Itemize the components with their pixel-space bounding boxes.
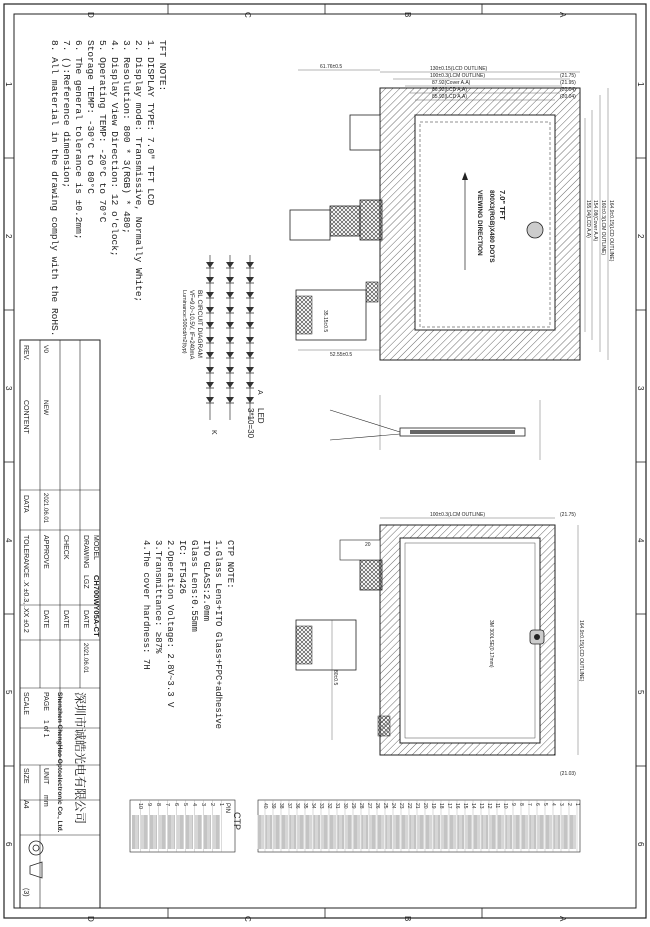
scale-label: SCALE	[22, 692, 29, 715]
led-diode-icon	[246, 382, 254, 388]
ctp-fpc	[340, 540, 380, 560]
data-value: 2021.06.01	[42, 493, 48, 524]
led-diode-icon	[226, 292, 234, 298]
approve-date-label: DATE	[42, 610, 49, 629]
tft-pin-number: 18	[438, 803, 444, 809]
ctp-note-line: 4.The cover hardness: 7H	[141, 540, 151, 670]
ctp-pin-desc-redacted	[132, 815, 139, 849]
tft-pin-desc-redacted	[362, 815, 369, 849]
ctp-ref-label: (21.75)	[560, 512, 576, 518]
led-circuit-diagram	[181, 255, 265, 439]
tolerance-value: .X ±0.3, .XX ±0.2	[22, 580, 29, 633]
tft-pin-number: 6	[534, 803, 540, 806]
led-diode-icon	[226, 322, 234, 328]
ctp-note-line: 3.Transmittance: ≥87%	[153, 540, 163, 654]
tft-pin-number: 40	[262, 803, 268, 809]
led-diode-icon	[246, 367, 254, 373]
date-value: 2021.06.01	[82, 643, 88, 674]
model-label: MODEL	[92, 535, 99, 560]
tft-pin-number: 4	[550, 803, 556, 806]
tft-pin-desc-redacted	[458, 815, 465, 849]
ctp-pin-number: 8	[155, 803, 161, 807]
tolerance-label: TOLERANCE	[22, 535, 29, 578]
ctp-note-line: IC: FT5426	[177, 540, 187, 595]
led-config: 3*10=30	[246, 408, 255, 439]
model-value: CH700WY05A-CT	[92, 575, 101, 637]
tft-pin-desc-redacted	[298, 815, 305, 849]
ctp-pin-number: 9	[146, 803, 152, 807]
ctp-pin-title: CTP	[232, 812, 242, 830]
tft-pin-desc-redacted	[562, 815, 569, 849]
ctp-note-line: ITO GLASS:2.0mm	[201, 540, 211, 622]
led-diode-icon	[226, 262, 234, 268]
tft-pin-desc-redacted	[514, 815, 521, 849]
tft-pin-desc-redacted	[466, 815, 473, 849]
led-diode-icon	[206, 397, 214, 403]
ctp-pin-number: 2	[209, 803, 215, 807]
tft-dim-side: 61.76±0.5	[320, 64, 343, 70]
tft-dim-lcd-aa: 86.92(LCD A.A)	[432, 87, 468, 93]
tft-note-line: 6. The general tolerance is ±0.2mm;	[73, 40, 84, 240]
tft-dim-cover-aa-height: 154.08(Cover A.A)	[592, 200, 598, 242]
company-name-en: Shenzhen ChengHao Optoelectronic Co., Ltd.	[56, 692, 63, 833]
tft-pin-number: 22	[406, 803, 412, 809]
tft-mark-icon	[527, 222, 543, 238]
tft-pin-number: 24	[390, 803, 396, 809]
tft-pin-desc-redacted	[506, 815, 513, 849]
ctp-pin-desc-redacted	[204, 815, 211, 849]
ctp-pin-number: 7	[164, 803, 170, 807]
tft-fpc-tab	[350, 115, 380, 150]
svg-text:2: 2	[636, 234, 645, 239]
approve-label: APPROVE	[42, 535, 49, 569]
tft-pin-number: 31	[334, 803, 340, 809]
tft-pin-desc-redacted	[258, 815, 265, 849]
tft-pin-number: 7	[526, 803, 532, 806]
tft-note-line: 3. Resolution: 800 * 3(RGB) * 480;	[121, 40, 132, 234]
tft-pin-desc-redacted	[378, 815, 385, 849]
svg-text:2: 2	[4, 234, 13, 239]
tft-dim-lcd-height: 164.9±0.15(LCD OUTLINE)	[608, 200, 614, 262]
data-label: DATA	[22, 495, 29, 513]
tft-note-line: 4. Display View Direction: 12 o'clock;	[109, 40, 120, 257]
tft-pin-desc-redacted	[306, 815, 313, 849]
tft-pin-desc-redacted	[530, 815, 537, 849]
ctp-connector-tab	[296, 626, 312, 664]
ctp-pin-number: 4	[191, 803, 197, 807]
ctp-note-line: Glass Lens:0.55mm	[189, 540, 199, 632]
tft-pin-desc-redacted	[346, 815, 353, 849]
led-diode-icon	[246, 307, 254, 313]
tft-pin-desc-redacted	[402, 815, 409, 849]
ctp-note-line: 1.Glass Lens+ITO Glass+FPC+adhesive	[213, 540, 223, 730]
tft-pin-number: 37	[286, 803, 292, 809]
led-title: BL CIRCUIT DIAGRAM	[196, 290, 203, 358]
ctp-fpc-small	[378, 716, 390, 736]
tft-right-label: (20.04)	[560, 87, 576, 93]
projection-icon	[29, 841, 43, 855]
ctp-pin-desc-redacted	[177, 815, 184, 849]
pin-table-ctp	[130, 800, 242, 852]
led-cathode: K	[210, 430, 217, 435]
content-value: NEW	[42, 400, 49, 416]
svg-text:A: A	[558, 916, 567, 922]
svg-text:D: D	[86, 12, 95, 18]
title-block	[20, 340, 101, 908]
svg-text:B: B	[403, 12, 412, 18]
svg-text:A: A	[558, 12, 567, 18]
svg-text:3: 3	[636, 386, 645, 391]
tft-pin-number: 10	[502, 803, 508, 809]
tft-fpc-grid	[360, 200, 382, 240]
tft-pin-desc-redacted	[338, 815, 345, 849]
ctp-pin-desc-redacted	[186, 815, 193, 849]
led-label: LED	[256, 408, 265, 424]
svg-text:C: C	[243, 12, 252, 18]
svg-text:1: 1	[636, 82, 645, 87]
led-diode-icon	[246, 322, 254, 328]
page-label: PAGE	[42, 692, 49, 711]
ctp-pin-number: 6	[173, 803, 179, 807]
tft-pin-number: 20	[422, 803, 428, 809]
drawing-label: DRAWING	[82, 535, 89, 569]
content-label: CONTENT	[22, 400, 29, 434]
tft-pin-desc-redacted	[274, 815, 281, 849]
tft-note-line: 5. Operating TEMP: -20°C to 70°C	[97, 40, 108, 223]
ctp-pin-desc-redacted	[159, 815, 166, 849]
ctp-pin-desc-redacted	[168, 815, 175, 849]
ctp-pin-number: 3	[200, 803, 206, 807]
tft-pin-number: 21	[414, 803, 420, 809]
tft-pin-number: 29	[350, 803, 356, 809]
tft-dim-lcd-aa-height: 155.04(LCD A.A)	[585, 200, 591, 238]
tft-direction: VIEWING DIRECTION	[476, 190, 483, 256]
tft-front-view	[290, 64, 614, 360]
tft-backlight-tab	[296, 296, 312, 334]
tft-pin-desc-redacted	[442, 815, 449, 849]
ctp-active-area	[400, 538, 540, 743]
ctp-note-line: 2.Operation Voltage: 2.8V~3.3 V	[165, 540, 175, 708]
tft-pin-number: 14	[470, 803, 476, 809]
tft-pin-desc-redacted	[370, 815, 377, 849]
tft-pin-number: 38	[278, 803, 284, 809]
svg-text:C: C	[243, 916, 252, 922]
tft-pin-number: 19	[430, 803, 436, 809]
tft-dim-lcd-aa-2: 85.92(LCD A.A)	[432, 94, 468, 100]
ctp-pin-desc-redacted	[195, 815, 202, 849]
tft-pin-desc-redacted	[322, 815, 329, 849]
tft-pin-desc-redacted	[354, 815, 361, 849]
tft-dim-lcd-outline: 130±0.15(LCD OUTLINE)	[430, 66, 488, 72]
led-diode-icon	[226, 382, 234, 388]
tft-pin-number: 16	[454, 803, 460, 809]
unit-value: mm	[42, 795, 49, 807]
tft-dim-lcm-height: 160±0.3(LCM OUTLINE)	[600, 200, 606, 255]
led-diode-icon	[226, 337, 234, 343]
led-anode: A	[256, 390, 263, 395]
tft-pin-desc-redacted	[538, 815, 545, 849]
led-diode-icon	[246, 352, 254, 358]
tft-pin-number: 39	[270, 803, 276, 809]
led-diode-icon	[206, 382, 214, 388]
ctp-dim-right: 164.9±0.15(LCD OUTLINE)	[578, 620, 584, 682]
led-diode-icon	[206, 337, 214, 343]
tft-resolution: 800X3(RGB)X480 DOTS	[488, 190, 495, 263]
led-diode-icon	[226, 277, 234, 283]
ctp-pin-number: 5	[182, 803, 188, 807]
tft-right-label: (21.75)	[560, 73, 576, 79]
svg-text:4: 4	[636, 538, 645, 543]
led-spec2: Luminance:500cd/m2(typ)	[181, 290, 187, 354]
tft-side-view	[330, 395, 540, 460]
led-diode-icon	[226, 397, 234, 403]
tft-pin-desc-redacted	[570, 815, 577, 849]
tft-pin-desc-redacted	[330, 815, 337, 849]
led-diode-icon	[226, 307, 234, 313]
tft-note-line: 2. Display mode: Transmissive, Normally White;	[133, 40, 144, 303]
svg-text:5: 5	[4, 690, 13, 695]
check-date-label: DATE	[62, 610, 69, 629]
tft-dim-bottom: 52.55±0.5	[330, 352, 353, 358]
tft-pin-number: 32	[326, 803, 332, 809]
led-diode-icon	[206, 352, 214, 358]
size-label: SIZE	[22, 768, 29, 784]
led-diode-icon	[246, 292, 254, 298]
led-diode-icon	[246, 397, 254, 403]
ctp-note	[141, 540, 235, 729]
svg-text:1: 1	[4, 82, 13, 87]
svg-text:B: B	[403, 916, 412, 922]
tft-pin-number: 9	[510, 803, 516, 806]
led-diode-icon	[246, 337, 254, 343]
led-diode-icon	[226, 367, 234, 373]
led-spec1: VF=9.0~10.5V, IF=240mA	[188, 290, 194, 360]
led-diode-icon	[226, 352, 234, 358]
tft-pin-desc-redacted	[290, 815, 297, 849]
company-name-cn: 深圳市诚皓光电有限公司	[73, 692, 87, 825]
tft-note-line: 8. All material in the drawing comply with the RoHS.	[49, 40, 60, 337]
tft-fpc-small	[366, 282, 378, 302]
ctp-ref-label-2: (21.03)	[560, 771, 576, 777]
rev-label: REV.	[22, 345, 29, 361]
tft-pin-number: 26	[374, 803, 380, 809]
tft-pin-number: 23	[398, 803, 404, 809]
tft-note-line: Storage TEMP: -30°C to 80°C	[85, 40, 96, 194]
tft-pin-number: 30	[342, 803, 348, 809]
tft-pin-number: 1	[574, 803, 580, 806]
tft-pin-desc-redacted	[410, 815, 417, 849]
tft-pin-number: 2	[566, 803, 572, 806]
svg-text:D: D	[86, 916, 95, 922]
tft-connector-grid	[330, 206, 360, 236]
ctp-pin-desc-redacted	[150, 815, 157, 849]
tft-pin-number: 35	[302, 803, 308, 809]
svg-text:3: 3	[4, 386, 13, 391]
tft-pin-number: 8	[518, 803, 524, 806]
led-diode-icon	[206, 277, 214, 283]
tft-note-line: 7. ():Reference dimension;	[61, 40, 72, 189]
check-label: CHECK	[62, 535, 69, 560]
tft-pin-number: 25	[382, 803, 388, 809]
tft-pin-desc-redacted	[434, 815, 441, 849]
tft-pin-desc-redacted	[474, 815, 481, 849]
tft-panel-size: 7.0" TFT	[498, 190, 507, 220]
ctp-pin-header: PIN	[224, 803, 230, 814]
date-label: DATE	[82, 610, 89, 629]
tft-right-label: (20.04)	[560, 94, 576, 100]
tft-note	[49, 40, 168, 336]
led-diode-icon	[206, 322, 214, 328]
tft-pin-desc-redacted	[386, 815, 393, 849]
ctp-fpc-grid	[360, 560, 382, 590]
ctp-front-view	[296, 512, 584, 777]
tft-pin-desc-redacted	[554, 815, 561, 849]
tft-pin-number: 17	[446, 803, 452, 809]
tft-pin-number: 36	[294, 803, 300, 809]
led-diode-icon	[206, 307, 214, 313]
tft-pin-number: 34	[310, 803, 316, 809]
ctp-dim-top: 100±0.3(LCM OUTLINE)	[430, 512, 485, 518]
tft-pin-number: 28	[358, 803, 364, 809]
projection-value: (3)	[22, 888, 29, 897]
ctp-pin-desc-redacted	[213, 815, 220, 849]
svg-text:6: 6	[636, 842, 645, 847]
tft-dim-cover-aa: 87.92(Cover A.A)	[432, 80, 471, 86]
tft-pin-desc-redacted	[546, 815, 553, 849]
ctp-dim-fpc: 80±0.5	[332, 670, 338, 686]
tft-pin-desc-redacted	[394, 815, 401, 849]
tft-pin-number: 11	[494, 803, 500, 809]
tft-pin-desc-redacted	[450, 815, 457, 849]
ctp-dim-20: 20	[365, 542, 371, 548]
tft-pin-desc-redacted	[282, 815, 289, 849]
tft-dim-lcm-outline: 100±0.3(LCM OUTLINE)	[430, 73, 485, 79]
svg-text:5: 5	[636, 690, 645, 695]
tft-pin-desc-redacted	[418, 815, 425, 849]
tft-pin-number: 15	[462, 803, 468, 809]
ctp-dim-tape: 3M 300LSE(0.17mm)	[488, 620, 494, 668]
drawing-value: LGZ	[82, 575, 89, 589]
tft-dim-fpc: 35.15±0.5	[322, 310, 328, 333]
tft-pin-desc-redacted	[482, 815, 489, 849]
led-diode-icon	[206, 262, 214, 268]
led-diode-icon	[246, 262, 254, 268]
rev-value: V0	[42, 345, 49, 353]
ctp-note-heading: CTP NOTE:	[225, 540, 235, 589]
led-diode-icon	[206, 367, 214, 373]
tft-pin-desc-redacted	[314, 815, 321, 849]
tft-pin-desc-redacted	[522, 815, 529, 849]
ctp-pin-desc-redacted	[141, 815, 148, 849]
tft-pin-desc-redacted	[426, 815, 433, 849]
tft-pin-number: 3	[558, 803, 564, 806]
tft-pin-desc-redacted	[498, 815, 505, 849]
ctp-pin-number: 1	[218, 803, 224, 807]
tft-pin-number: 5	[542, 803, 548, 806]
tft-connector	[290, 210, 330, 240]
tft-note-line: 1. DISPLAY TYPE: 7.0" TFT LCD	[145, 40, 156, 206]
tft-pin-number: 13	[478, 803, 484, 809]
svg-text:6: 6	[4, 842, 13, 847]
svg-text:4: 4	[4, 538, 13, 543]
page-value: 1 of 1	[42, 720, 49, 738]
size-value: A4	[22, 800, 29, 809]
tft-pin-number: 12	[486, 803, 492, 809]
pin-table-tft	[258, 800, 581, 852]
tft-pin-number: 33	[318, 803, 324, 809]
tft-pin-number: 27	[366, 803, 372, 809]
led-diode-icon	[246, 277, 254, 283]
tft-pin-desc-redacted	[266, 815, 273, 849]
tft-right-label: (21.95)	[560, 80, 576, 86]
led-diode-icon	[206, 292, 214, 298]
unit-label: UNIT	[42, 768, 49, 785]
ctp-pin-number: 10	[137, 803, 143, 810]
tft-note-heading: TFT NOTE:	[157, 40, 168, 92]
tft-pin-desc-redacted	[490, 815, 497, 849]
